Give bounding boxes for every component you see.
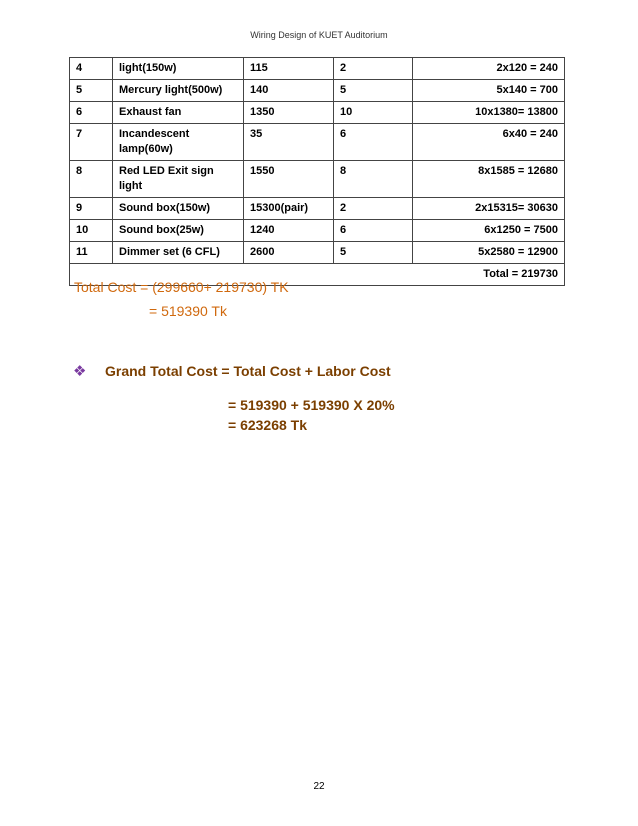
cell-qty: 10 [334,102,413,124]
table-row [70,58,565,80]
grand-total-calculation: = 519390 + 519390 X 20% [228,397,395,413]
cell-no: 9 [70,198,113,220]
total-cost-result: = 519390 Tk [149,303,227,319]
cell-rate: 15300(pair) [244,198,334,220]
cell-rate: 1350 [244,102,334,124]
cell-qty: 8 [334,161,413,198]
cell-qty: 5 [334,242,413,264]
cell-qty: 5 [334,80,413,102]
cell-amount: 6x40 = 240 [413,124,565,161]
grand-total-result: = 623268 Tk [228,417,308,433]
cell-qty: 6 [334,124,413,161]
cell-item: Sound box(25w) [113,220,244,242]
grand-total-heading: Grand Total Cost = Total Cost + Labor Cost [105,363,391,379]
cell-item: Mercury light(500w) [113,80,244,102]
cell-amount: 2x120 = 240 [413,58,565,80]
cell-amount: 5x140 = 700 [413,80,565,102]
cell-item: Red LED Exit sign light [113,161,244,198]
cell-qty: 2 [334,198,413,220]
grand-total-heading-line [73,362,391,380]
table-row [70,102,565,124]
diamond-bullet-icon: ❖ [73,363,87,380]
cell-no: 10 [70,220,113,242]
cell-amount: 2x15315= 30630 [413,198,565,220]
cell-rate: 140 [244,80,334,102]
cell-rate: 1550 [244,161,334,198]
cell-rate: 1240 [244,220,334,242]
table-row [70,80,565,102]
cell-no: 4 [70,58,113,80]
cell-qty: 6 [334,220,413,242]
table-row [70,220,565,242]
cell-amount: 5x2580 = 12900 [413,242,565,264]
cell-qty: 2 [334,58,413,80]
cell-rate: 115 [244,58,334,80]
table-row [70,124,565,161]
table-row [70,198,565,220]
cell-amount: 6x1250 = 7500 [413,220,565,242]
total-cost-line: Total Cost = (299660+ 219730) TK [74,279,289,295]
cell-rate: 2600 [244,242,334,264]
table-row [70,161,565,198]
cell-amount: 8x1585 = 12680 [413,161,565,198]
cell-no: 7 [70,124,113,161]
cell-item: Sound box(150w) [113,198,244,220]
cell-no: 8 [70,161,113,198]
table-total: Total = 219730 [70,264,565,286]
cell-rate: 35 [244,124,334,161]
cell-item: light(150w) [113,58,244,80]
cell-item: Exhaust fan [113,102,244,124]
cost-table [69,57,565,286]
cost-table-body [70,58,565,286]
cell-no: 5 [70,80,113,102]
cell-amount: 10x1380= 13800 [413,102,565,124]
cell-no: 11 [70,242,113,264]
page-number: 22 [313,781,325,792]
table-row [70,242,565,264]
cell-item: Dimmer set (6 CFL) [113,242,244,264]
cell-item: Incandescent lamp(60w) [113,124,244,161]
cell-no: 6 [70,102,113,124]
page-header: Wiring Design of KUET Auditorium [250,30,388,40]
